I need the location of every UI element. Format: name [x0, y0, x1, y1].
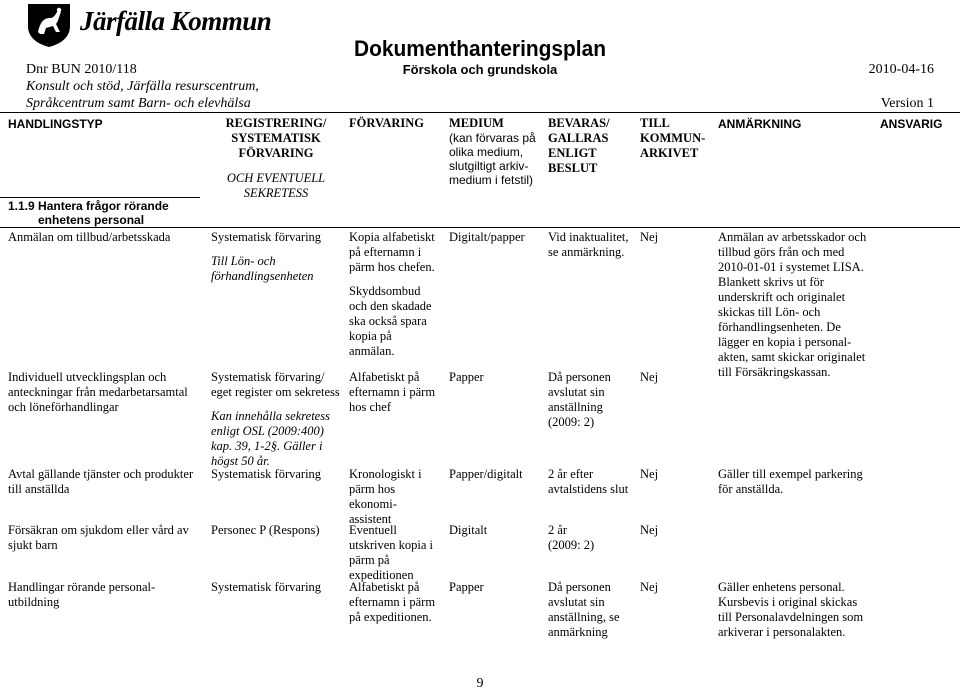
row-2-forvaring: Alfabetiskt på efternamn i pärm hos chef [349, 370, 436, 414]
column-header-forvaring: FÖRVARING [349, 116, 425, 130]
row-5-medium: Papper [449, 580, 484, 594]
row-2-medium: Papper [449, 370, 484, 384]
column-header-anmarkning: ANMÄRKNING [718, 117, 802, 131]
header-divider [0, 112, 960, 113]
row-2-till-kommunarkivet: Nej [640, 370, 659, 384]
table-header-divider [0, 227, 960, 228]
row-5-anmarkning: Gäller enhetens personal. Kursbevis i original skickas till Personalavdelningen som arkiverar i personalakten. [718, 580, 864, 639]
row-4-till-kommunarkivet: Nej [640, 523, 659, 537]
row-3-anmarkning: Gäller till exempel parkering för anställda. [718, 467, 863, 496]
row-1-bevaras: Vid inaktualitet, se anmärkning. [548, 230, 629, 259]
logo-wordmark: Järfälla Kommun [80, 6, 272, 36]
row-1-registrering: Systematisk förvaring Till Lön- och förhandlingsenheten [211, 230, 322, 283]
column-header-ansvarig: ANSVARIG [880, 117, 943, 131]
row-4-registrering: Personec P (Respons) [211, 523, 320, 537]
organisation-line-1: Konsult och stöd, Järfälla resurscentrum, [26, 79, 259, 94]
row-1-anmarkning: Anmälan av arbetsskador och tillbud görs från och med 2010-01-01 i systemet LISA. Blankett skrivs ut för underskrift och originalet skickas till Lön- och förhandlingsenheten. De lägger en kopia i personal- akten, samt skickar originalet till Försäkringskassan. [718, 230, 867, 379]
section-divider-top [0, 197, 200, 198]
document-number: Dnr BUN 2010/118 [26, 62, 137, 77]
row-5-forvaring: Alfabetiskt på efternamn i pärm på expeditionen. [349, 580, 436, 624]
section-heading: 1.1.9 Hantera frågor rörande enhetens personal [8, 199, 169, 227]
row-1-forvaring: Kopia alfabetiskt på efternamn i pärm hos chefen. Skyddsombud och den skadade ska också spara kopia på anmälan. [349, 230, 435, 358]
row-5-till-kommunarkivet: Nej [640, 580, 659, 594]
row-4-medium: Digitalt [449, 523, 488, 537]
row-5-registrering: Systematisk förvaring [211, 580, 322, 594]
row-3-till-kommunarkivet: Nej [640, 467, 659, 481]
row-5-handlingstyp: Handlingar rörande personal- utbildning [8, 580, 156, 609]
row-2-handlingstyp: Individuell utvecklingsplan och anteckningar från medarbetarsamtal och löneförhandlingar [8, 370, 188, 414]
row-3-medium: Papper/digitalt [449, 467, 523, 481]
document-date: 2010-04-16 [868, 62, 934, 77]
row-3-forvaring: Kronologiskt i pärm hos ekonomi- assistent [349, 467, 422, 526]
row-3-registrering: Systematisk förvaring [211, 467, 322, 481]
column-header-medium: MEDIUM (kan förvaras på olika medium, slutgiltigt arkiv- medium i fetstil) [449, 116, 536, 187]
row-5-bevaras: Då personen avslutat sin anställning, se anmärkning [548, 580, 620, 639]
column-header-handlingstyp: HANDLINGSTYP [8, 117, 103, 131]
document-version: Version 1 [880, 96, 934, 111]
page-title: Dokumenthanteringsplan [354, 36, 606, 61]
row-1-till-kommunarkivet: Nej [640, 230, 659, 244]
column-header-bevaras: BEVARAS/ GALLRAS ENLIGT BESLUT [548, 116, 610, 175]
row-1-medium: Digitalt/papper [449, 230, 525, 244]
row-3-bevaras: 2 år efter avtalstidens slut [548, 467, 629, 496]
organisation-line-2: Språkcentrum samt Barn- och elevhälsa [26, 96, 251, 111]
row-2-bevaras: Då personen avslutat sin anställning (2009: 2) [548, 370, 611, 429]
row-4-bevaras: 2 år (2009: 2) [548, 523, 595, 552]
row-2-registrering: Systematisk förvaring/ eget register om sekretess Kan innehålla sekretess enligt OSL (2009:400) kap. 39, 1-2§. Gäller i högst 50 år. [211, 370, 340, 468]
column-header-till-kommunarkivet: TILL KOMMUN- ARKIVET [640, 116, 706, 160]
row-3-handlingstyp: Avtal gällande tjänster och produkter till anställda [8, 467, 194, 496]
row-4-handlingstyp: Försäkran om sjukdom eller vård av sjukt barn [8, 523, 189, 552]
document-subtitle: Förskola och grundskola [402, 62, 558, 77]
row-1-handlingstyp: Anmälan om tillbud/arbetsskada [8, 230, 171, 244]
column-header-registrering: REGISTRERING/ SYSTEMATISK FÖRVARING OCH EVENTUELL SEKRETESS [225, 116, 327, 200]
page-number: 9 [476, 676, 484, 691]
row-4-forvaring: Eventuell utskriven kopia i pärm på expeditionen [349, 523, 434, 582]
